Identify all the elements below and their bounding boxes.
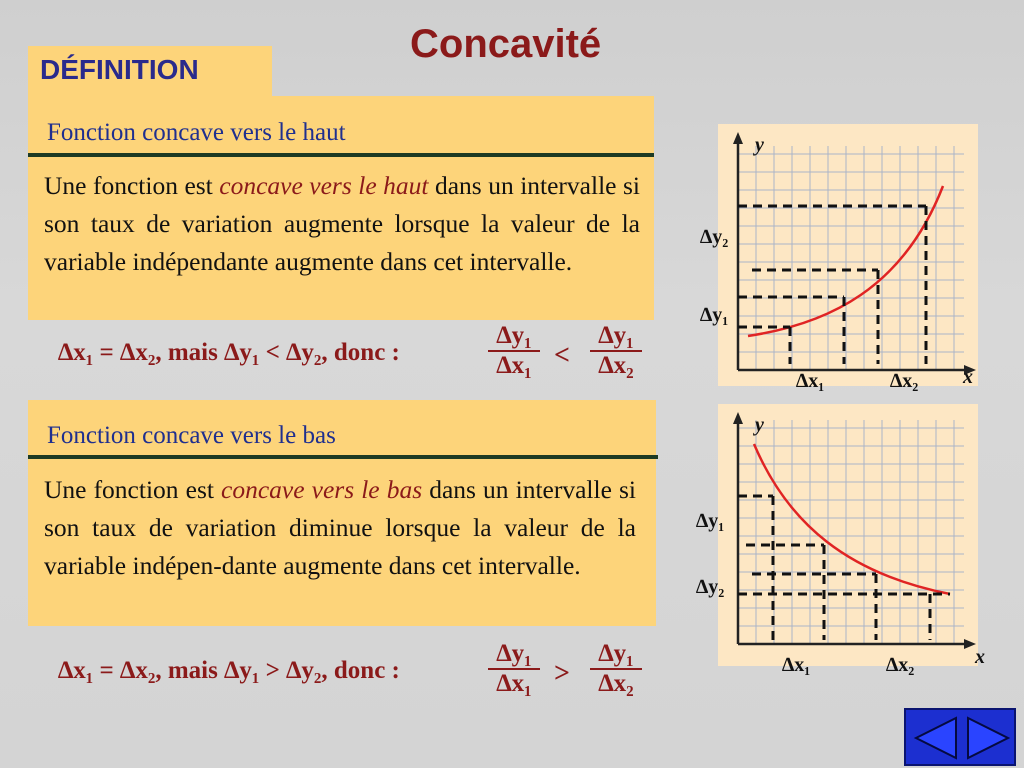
graph-down-dx-left: ∆x₁: [782, 654, 811, 676]
concave-down-graph-svg: [718, 404, 978, 666]
graph-down-dy-upper: ∆y₁: [696, 510, 725, 532]
concave-up-fraction-right: $\frac{\text{∆y₁}}{\text{∆x₂}}$: [590, 322, 642, 380]
graph-down-dy-lower: ∆y₂: [696, 576, 725, 598]
concave-up-relation: ∆x₁ = ∆x₂, mais ∆y₁ < ∆y₂, donc :: [58, 339, 400, 366]
page-title: Concavité: [410, 22, 602, 66]
concave-up-comparator: <: [554, 340, 570, 371]
concave-down-paragraph: Une fonction est concave vers le bas dans un intervalle si son taux de variation diminue lorsque la valeur de la variable indépen-dante augmente dans cet intervalle.: [44, 475, 636, 580]
concave-up-graph-svg: [718, 124, 978, 386]
graph-down-y-label: y: [755, 414, 764, 436]
graph-up-dy-lower: ∆y₁: [700, 304, 729, 326]
concave-up-emphasis: concave vers le haut: [219, 171, 429, 200]
y-axis-arrow-icon: [733, 132, 743, 144]
concave-down-relation: ∆x₁ = ∆x₂, mais ∆y₁ > ∆y₂, donc :: [58, 657, 400, 684]
graph-up-dy-upper: ∆y₂: [700, 226, 729, 248]
graph-up-y-label: y: [755, 134, 764, 156]
graph-up-dx-left: ∆x₁: [796, 370, 825, 392]
concave-down-emphasis: concave vers le bas: [221, 475, 423, 504]
concave-up-paragraph: Une fonction est concave vers le haut dans un intervalle si son taux de variation augmente lorsque la valeur de la variable indépendante augmente dans cet intervalle.: [44, 171, 640, 276]
graph-up-x-label: x: [963, 366, 973, 388]
concave-up-fraction-left: $\frac{\text{∆y₁}}{\text{∆x₁}}$: [488, 322, 540, 380]
slide-navigation: [904, 708, 1016, 766]
concave-up-graph: [718, 124, 978, 386]
concave-down-divider: [28, 455, 658, 459]
concave-up-divider: [28, 153, 654, 157]
next-slide-button[interactable]: [964, 714, 1014, 762]
concave-down-fraction-right: $\frac{\text{∆y₁}}{\text{∆x₂}}$: [590, 640, 642, 698]
concave-up-heading: Fonction concave vers le haut: [47, 119, 346, 146]
concave-up-guides: [738, 206, 926, 364]
previous-slide-button[interactable]: [910, 714, 960, 762]
graph-down-x-label: x: [975, 646, 985, 668]
y-axis-arrow-icon: [733, 412, 743, 424]
concave-down-comparator: >: [554, 658, 570, 689]
concave-down-graph: [718, 404, 978, 666]
triangle-left-icon: [910, 714, 960, 762]
graph-down-dx-right: ∆x₂: [886, 654, 915, 676]
definition-label: DÉFINITION: [40, 54, 199, 85]
triangle-right-icon: [964, 714, 1014, 762]
concave-down-heading: Fonction concave vers le bas: [47, 422, 336, 449]
definition-tab: [28, 46, 272, 102]
concave-down-fraction-left: $\frac{\text{∆y₁}}{\text{∆x₁}}$: [488, 640, 540, 698]
graph-up-dx-right: ∆x₂: [890, 370, 919, 392]
